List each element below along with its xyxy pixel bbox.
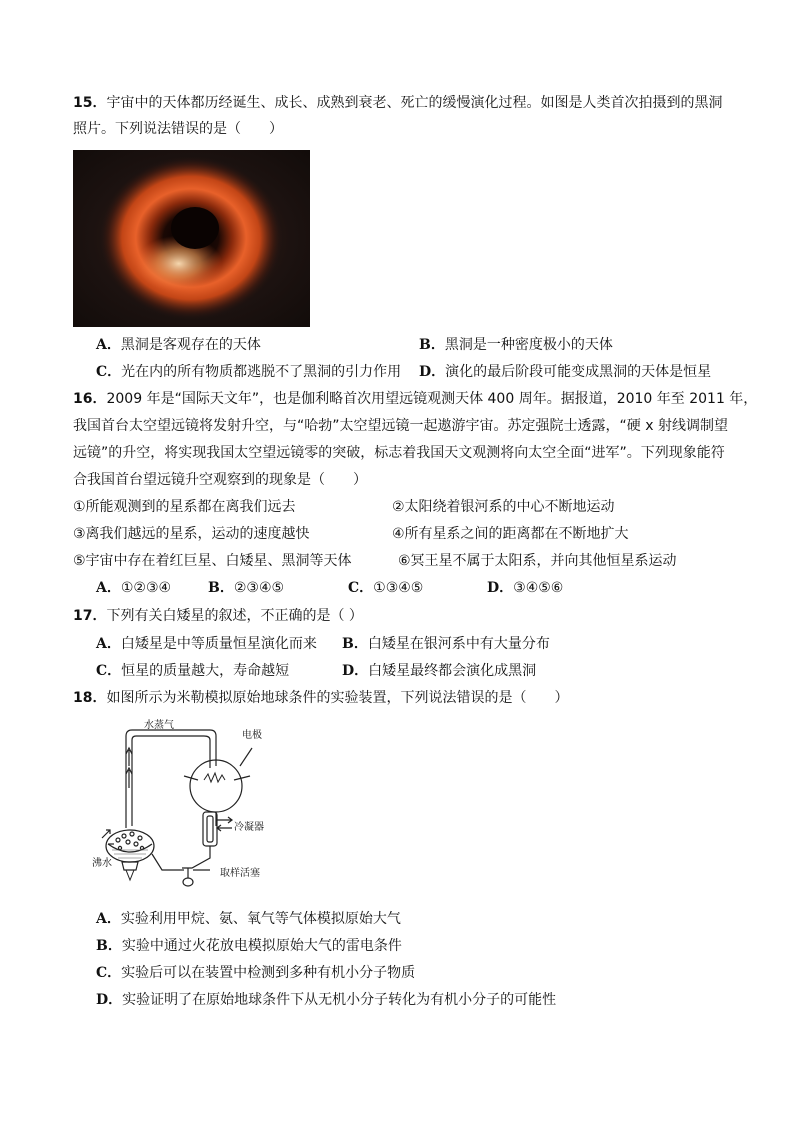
q16-option-a[interactable]: A．①②③④ [96, 580, 172, 596]
q18-option-a[interactable]: A．实验利用甲烷、氨、氧气等气体模拟原始大气 [96, 911, 401, 927]
q16-line2: 我国首台太空望远镜将发射升空，与“哈勃”太空望远镜一起遨游宇宙。苏定强院士透露，“硬 x 射线调制望 [73, 418, 728, 434]
q17-option-a[interactable]: A．白矮星是中等质量恒星演化而来 [96, 636, 317, 652]
q16-stem-1: 2009 年是“国际天文年”，也是伽利略首次用望远镜观测天体 400 周年。据报道，2010 年至 2011 年， [106, 391, 758, 407]
q17-option-b[interactable]: B．白矮星在银河系中有大量分布 [342, 636, 550, 652]
label-stopcock: 取样活塞 [220, 868, 260, 879]
label-vapor: 水蒸气 [144, 720, 174, 731]
black-hole-photo [73, 150, 310, 327]
q16-option-d[interactable]: D．③④⑤⑥ [487, 580, 564, 596]
q15-line1 [73, 93, 722, 113]
q18-option-b[interactable]: B．实验中通过火花放电模拟原始大气的雷电条件 [96, 938, 402, 954]
q17-number: 17． [73, 608, 107, 624]
q16-item-1: ①所能观测到的星系都在离我们远去 [73, 499, 296, 515]
q18-option-c[interactable]: C．实验后可以在装置中检测到多种有机小分子物质 [96, 965, 416, 981]
miller-apparatus-diagram [92, 718, 288, 888]
q17-option-c[interactable]: C．恒星的质量越大，寿命越短 [96, 663, 290, 679]
q17-stem: 下列有关白矮星的叙述，不正确的是（ ） [106, 608, 363, 624]
q15-option-a[interactable]: A．黑洞是客观存在的天体 [96, 337, 261, 353]
q16-item-5: ⑤宇宙中存在着红巨星、白矮星、黑洞等天体 [73, 553, 352, 569]
q16-line4: 合我国首台望远镜升空观察到的现象是（ ） [73, 472, 367, 488]
q16-line1 [73, 389, 757, 409]
label-boiling-water: 沸水 [92, 858, 112, 869]
q18-stem: 如图所示为米勒模拟原始地球条件的实验装置，下列说法错误的是（ ） [106, 690, 569, 706]
q17-option-d[interactable]: D．白矮星最终都会演化成黑洞 [342, 663, 537, 679]
q15-number: 15． [73, 95, 107, 111]
q15-option-d[interactable]: D．演化的最后阶段可能变成黑洞的天体是恒星 [419, 364, 712, 380]
q16-option-b[interactable]: B．②③④⑤ [208, 580, 285, 596]
q16-line3: 远镜”的升空，将实现我国太空望远镜零的突破，标志着我国天文观测将向太空全面“进军”。下列现象能符 [73, 445, 725, 461]
q17-line1 [73, 606, 363, 626]
label-condenser: 冷凝器 [234, 822, 264, 833]
q16-item-4: ④所有星系之间的距离都在不断地扩大 [392, 526, 629, 542]
q15-line2: 照片。下列说法错误的是（ ） [73, 121, 283, 137]
q15-option-b[interactable]: B．黑洞是一种密度极小的天体 [419, 337, 613, 353]
q15-option-c[interactable]: C．光在内的所有物质都逃脱不了黑洞的引力作用 [96, 364, 402, 380]
q16-number: 16． [73, 391, 107, 407]
q18-number: 18． [73, 690, 107, 706]
q18-option-d[interactable]: D．实验证明了在原始地球条件下从无机小分子转化为有机小分子的可能性 [96, 992, 557, 1008]
q16-item-2: ②太阳绕着银河系的中心不断地运动 [392, 499, 615, 515]
q16-item-3: ③离我们越远的星系，运动的速度越快 [73, 526, 310, 542]
q16-item-6: ⑥冥王星不属于太阳系，并向其他恒星系运动 [398, 553, 677, 569]
q15-stem-1: 宇宙中的天体都历经诞生、成长、成熟到衰老、死亡的缓慢演化过程。如图是人类首次拍摄到的黑洞 [106, 95, 723, 111]
q18-line1 [73, 688, 568, 708]
q16-option-c[interactable]: C．①③④⑤ [348, 580, 424, 596]
label-electrode: 电极 [242, 730, 262, 741]
